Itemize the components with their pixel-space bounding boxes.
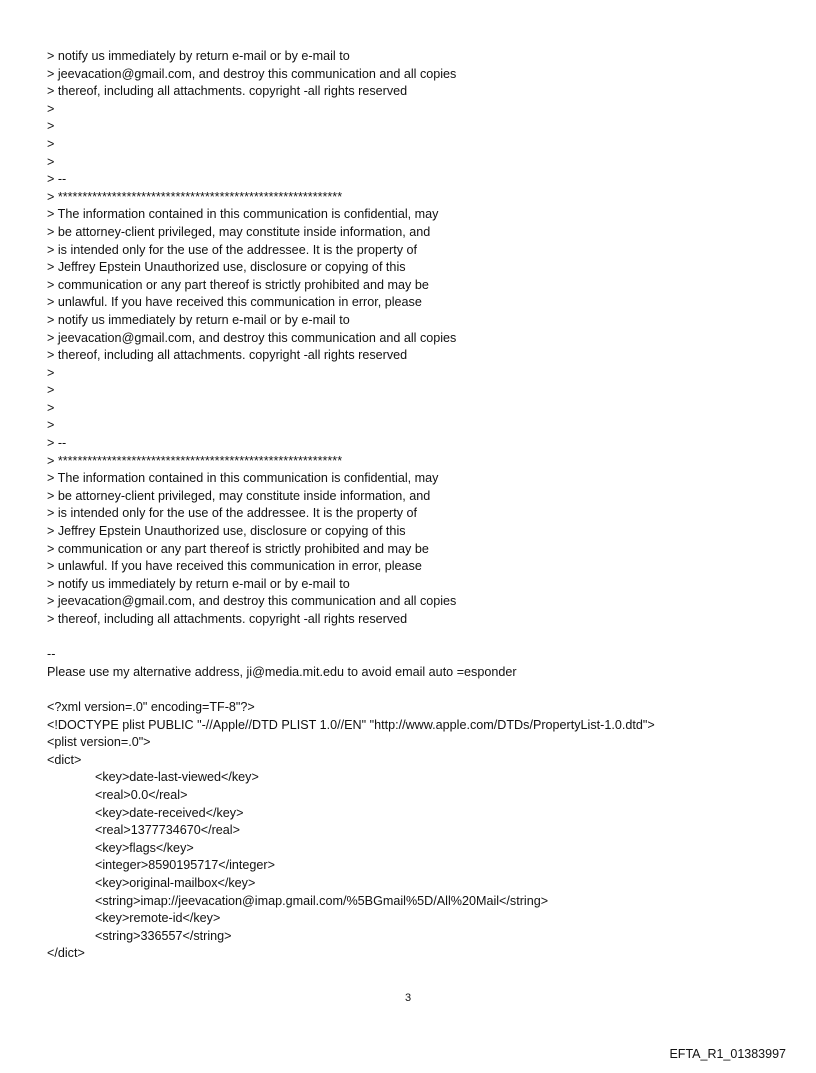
text-line: > jeevacation@gmail.com, and destroy this communication and all copies [47, 594, 457, 609]
text-line: > communication or any part thereof is strictly prohibited and may be [47, 541, 429, 556]
text-line: > -- [47, 436, 67, 451]
text-line: <!DOCTYPE plist PUBLIC "-//Apple//DTD PLIST 1.0//EN" "http://www.apple.com/DTDs/PropertyList-1.0.dtd"> [47, 717, 655, 732]
text-line: > ********************************************************** [47, 189, 343, 204]
text-line: > thereof, including all attachments. copyright -all rights reserved [47, 612, 408, 626]
text-line: > The information contained in this communication is confidential, may [47, 207, 439, 222]
text-line: > [47, 136, 55, 151]
text-line: > [47, 400, 55, 415]
text-line: <string>336557</string> [95, 928, 232, 943]
text-line: > The information contained in this communication is confidential, may [47, 471, 439, 486]
text-line: > unlawful. If you have received this communication in error, please [47, 295, 422, 310]
text-line: > -- [47, 172, 67, 187]
text-line: Please use my alternative address, ji@media.mit.edu to avoid email auto =esponder [47, 664, 517, 679]
text-line: > be attorney-client privileged, may constitute inside information, and [47, 224, 431, 239]
text-line: <dict> [47, 752, 82, 767]
text-line: <plist version=.0"> [47, 735, 151, 750]
text-line: > communication or any part thereof is strictly prohibited and may be [47, 277, 429, 292]
text-line: <string>imap://jeevacation@imap.gmail.com/%5BGmail%5D/All%20Mail</string> [95, 893, 549, 908]
text-line: <real>1377734670</real> [95, 823, 240, 838]
text-line: <key>flags</key> [95, 840, 194, 855]
text-line: > is intended only for the use of the addressee. It is the property of [47, 506, 417, 521]
text-line: > [47, 383, 55, 398]
text-line: </dict> [47, 946, 85, 961]
text-line: > notify us immediately by return e-mail or by e-mail to [47, 576, 350, 591]
text-line: > [47, 119, 55, 134]
text-line: <?xml version=.0" encoding=TF-8"?> [47, 699, 255, 714]
text-line: > [47, 418, 55, 433]
text-line: > [47, 154, 55, 169]
text-line: > jeevacation@gmail.com, and destroy this communication and all copies [47, 330, 457, 345]
text-line [47, 629, 787, 647]
document-body [47, 48, 787, 963]
text-line: > ********************************************************** [47, 453, 343, 468]
text-line: > [47, 365, 55, 380]
text-line: > Jeffrey Epstein Unauthorized use, disclosure or copying of this [47, 524, 406, 539]
text-line: > notify us immediately by return e-mail or by e-mail to [47, 49, 350, 63]
text-line: > be attorney-client privileged, may constitute inside information, and [47, 488, 431, 503]
text-line: <key>remote-id</key> [95, 911, 221, 926]
text-line: > unlawful. If you have received this communication in error, please [47, 559, 422, 574]
text-line: <real>0.0</real> [95, 787, 188, 802]
text-line: <key>date-received</key> [95, 805, 244, 820]
text-line: > notify us immediately by return e-mail or by e-mail to [47, 312, 350, 327]
bates-number: EFTA_R1_01383997 [669, 1047, 786, 1061]
text-line: > thereof, including all attachments. copyright -all rights reserved [47, 84, 408, 99]
text-line: <integer>8590195717</integer> [95, 858, 275, 873]
text-line: -- [47, 647, 56, 662]
text-line: > thereof, including all attachments. copyright -all rights reserved [47, 348, 408, 363]
page-number: 3 [404, 992, 412, 1004]
text-line: > jeevacation@gmail.com, and destroy this communication and all copies [47, 66, 457, 81]
text-line: > is intended only for the use of the addressee. It is the property of [47, 242, 417, 257]
text-line: > Jeffrey Epstein Unauthorized use, disclosure or copying of this [47, 260, 406, 275]
text-line: <key>original-mailbox</key> [95, 875, 256, 890]
text-line [47, 681, 787, 699]
text-line: <key>date-last-viewed</key> [95, 770, 259, 785]
text-line: > [47, 101, 55, 116]
